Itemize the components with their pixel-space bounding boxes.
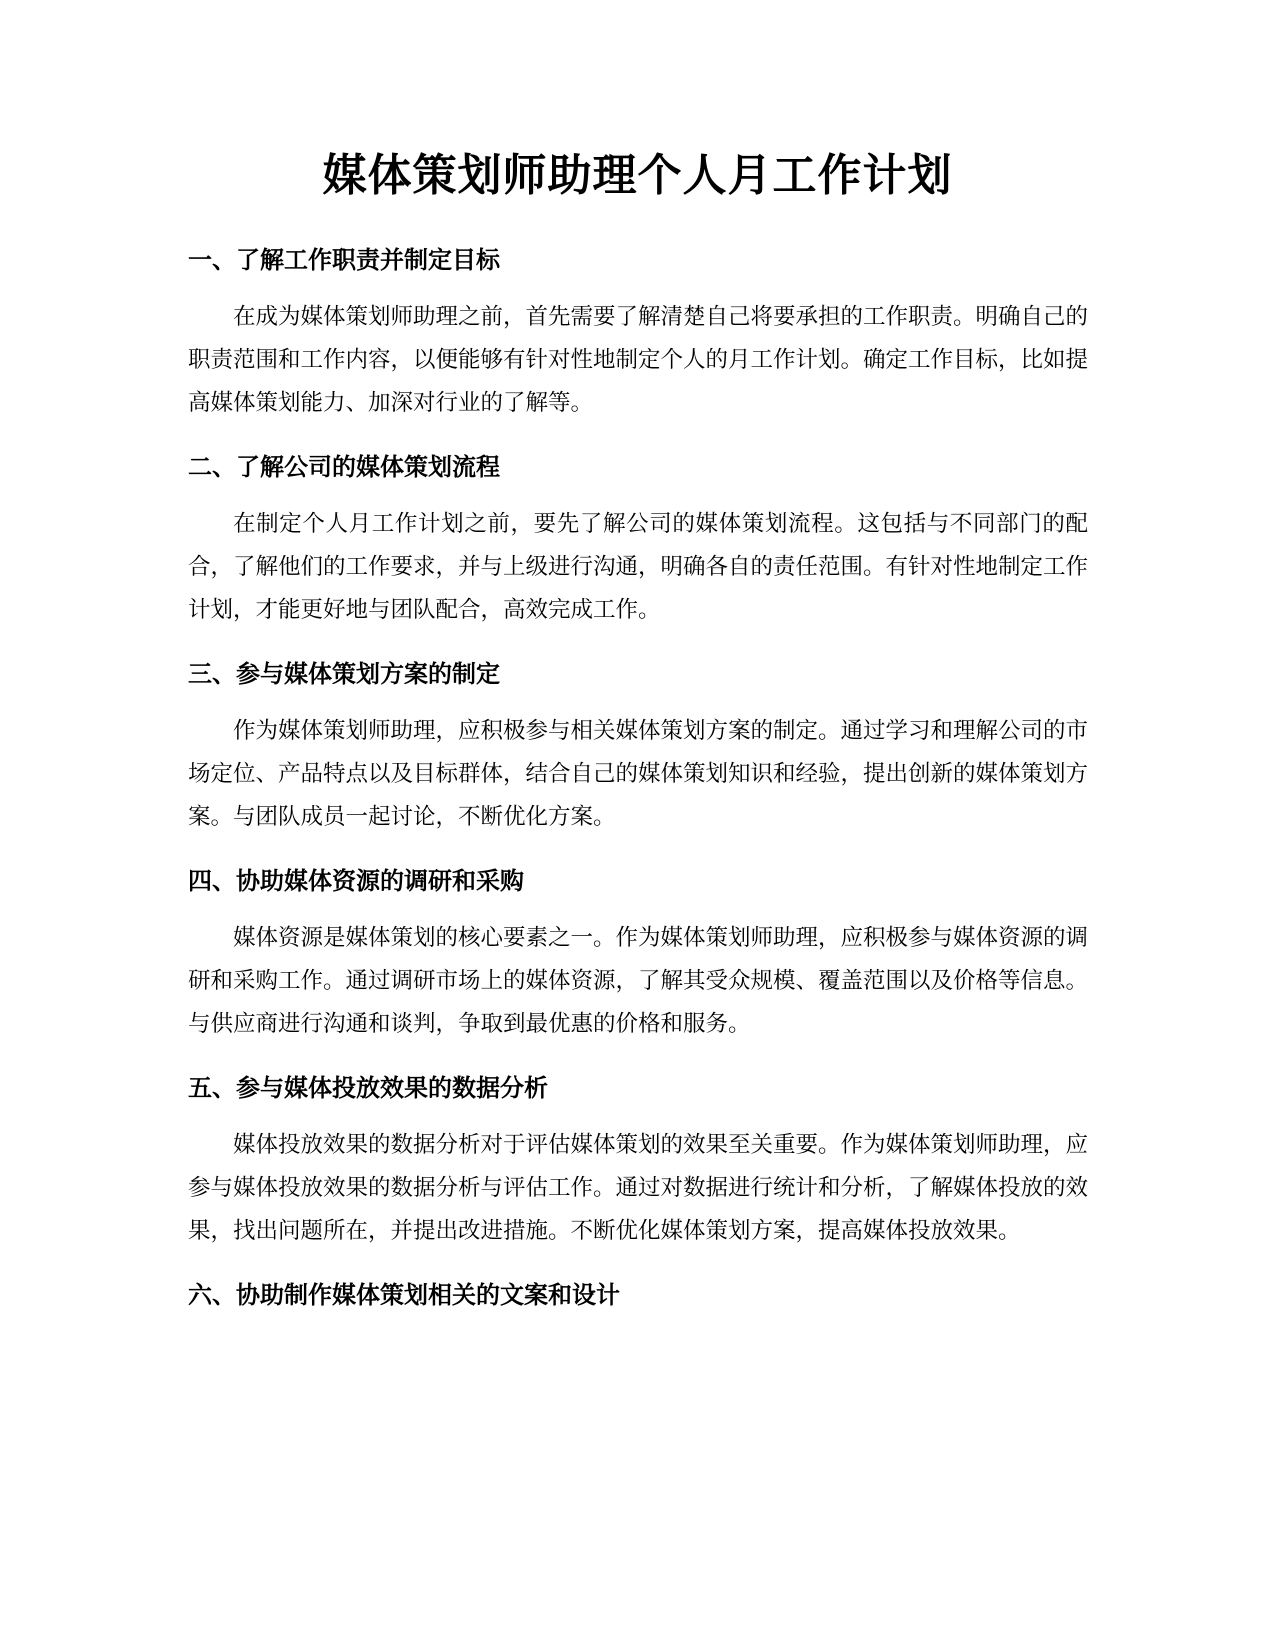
section-heading: 六、协助制作媒体策划相关的文案和设计 — [188, 1281, 620, 1309]
section-paragraph: 在成为媒体策划师助理之前，首先需要了解清楚自己将要承担的工作职责。明确自己的职责范围和工作内容，以便能够有针对性地制定个人的月工作计划。确定工作目标，比如提高媒体策划能力、加深对行业的了解等。 — [188, 304, 1089, 416]
section-6 — [188, 1275, 1088, 1315]
section-heading: 四、协助媒体资源的调研和采购 — [188, 867, 524, 895]
section-heading: 一、了解工作职责并制定目标 — [188, 246, 500, 274]
section-5 — [188, 1068, 1088, 1253]
section-1 — [188, 240, 1088, 425]
document-title: 媒体策划师助理个人月工作计划 — [322, 150, 953, 201]
section-4 — [188, 861, 1088, 1046]
section-heading: 二、了解公司的媒体策划流程 — [188, 453, 500, 481]
document-body — [188, 240, 1088, 1331]
section-heading: 五、参与媒体投放效果的数据分析 — [188, 1074, 548, 1102]
section-paragraph: 媒体资源是媒体策划的核心要素之一。作为媒体策划师助理，应积极参与媒体资源的调研和采购工作。通过调研市场上的媒体资源，了解其受众规模、覆盖范围以及价格等信息。与供应商进行沟通和谈判，争取到最优惠的价格和服务。 — [188, 925, 1089, 1037]
section-paragraph: 媒体投放效果的数据分析对于评估媒体策划的效果至关重要。作为媒体策划师助理，应参与媒体投放效果的数据分析与评估工作。通过对数据进行统计和分析，了解媒体投放的效果，找出问题所在，并提出改进措施。不断优化媒体策划方案，提高媒体投放效果。 — [188, 1132, 1089, 1244]
section-3 — [188, 654, 1088, 839]
section-paragraph: 在制定个人月工作计划之前，要先了解公司的媒体策划流程。这包括与不同部门的配合，了解他们的工作要求，并与上级进行沟通，明确各自的责任范围。有针对性地制定工作计划，才能更好地与团队配合，高效完成工作。 — [188, 511, 1089, 623]
section-2 — [188, 447, 1088, 632]
section-paragraph: 作为媒体策划师助理，应积极参与相关媒体策划方案的制定。通过学习和理解公司的市场定位、产品特点以及目标群体，结合自己的媒体策划知识和经验，提出创新的媒体策划方案。与团队成员一起讨论，不断优化方案。 — [188, 718, 1089, 830]
section-heading: 三、参与媒体策划方案的制定 — [188, 660, 500, 688]
